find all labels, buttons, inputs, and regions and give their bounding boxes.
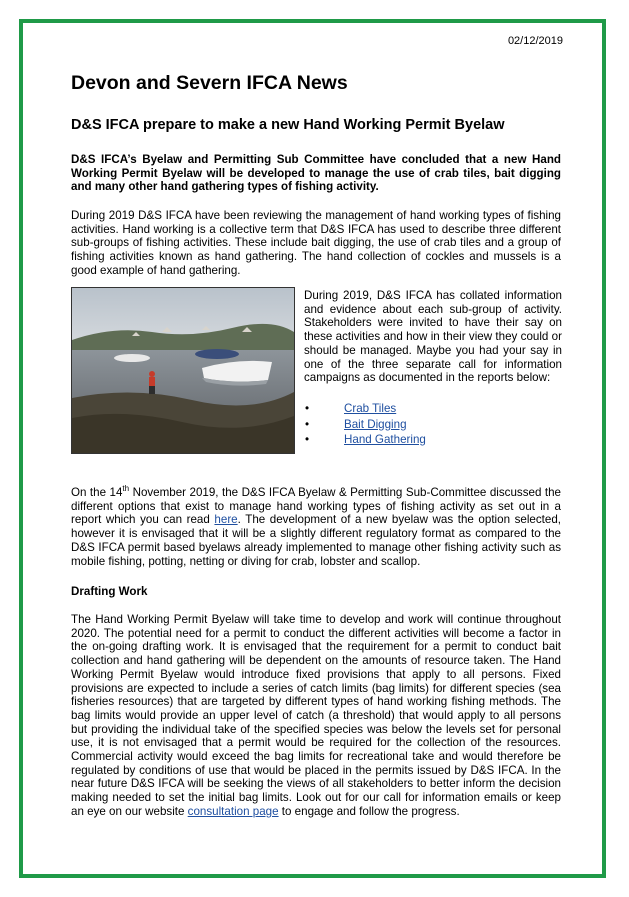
section-heading: Drafting Work xyxy=(71,585,148,598)
list-item xyxy=(305,417,426,433)
article-headline: D&S IFCA prepare to make a new Hand Working Permit Byelaw xyxy=(71,117,505,133)
report-here-link[interactable]: here xyxy=(214,513,238,527)
date: 02/12/2019 xyxy=(507,35,563,47)
shore-photo xyxy=(71,287,295,454)
ordinal-suffix: th xyxy=(122,484,130,494)
committee-text-start: On the 14 xyxy=(71,486,123,499)
bait-digging-link[interactable]: Bait Digging xyxy=(344,417,407,431)
committee-paragraph xyxy=(71,486,561,568)
report-links xyxy=(305,401,426,448)
committee-text-end: . The development of a new byelaw was the option selected, however it is envisaged that it will be a slightly different regulatory format as compared to the D&S IFCA permit based byelaws already implemented to manage other fishing activity such as mobile fishing, potting, netting or diving for crab, lobster and scallop. xyxy=(71,513,562,568)
intro-paragraph: During 2019 D&S IFCA have been reviewing the management of hand working types of fishing activities. Hand working is a collective term that D&S IFCA has used to describe three different sub-groups of fishing activities. These include bait digging, the use of crab tiles and a group of fishing activities known as hand gathering. The hand collection of cockles and mussels is a good example of hand gathering. xyxy=(71,209,561,277)
crab-tiles-link[interactable]: Crab Tiles xyxy=(344,402,397,415)
list-item xyxy=(305,432,426,448)
list-item xyxy=(305,401,426,417)
newsletter-title: Devon and Severn IFCA News xyxy=(71,72,348,94)
committee-text-middle: November 2019, the D&S IFCA Byelaw & Permitting Sub-Committee discussed the different options that exist to manage hand working types of fishing activity as set out in a report which you can read xyxy=(71,486,561,527)
drafting-text-start: The Hand Working Permit Byelaw will take time to develop and work will continue throughout 2020. The potential need for a permit to conduct the different activities will become a factor in the on-going drafting work. It is envisaged that the requirement for a permit to conduct bait collection and hand gathering will be dependent on the amounts of resource taken. The Hand Working Permit Byelaw would introduce fixed provisions that apply to all persons. Fixed provisions are expected to include a series of catch limits (bag limits) for different species (sea fisheries resources) that are targeted by different types of hand working fishing methods. The bag limits would provide an upper level of catch (a threshold) that would apply to all persons but providing the individual take of the specified species was below the levels set for personal use, it is not envisaged that a permit would be required for the collection of the resources. Commercial activity would exceed the bag limits for recreational take and would therefore be regulated by conditions of use that would be placed in the permits issued by D&S IFCA. In the near future D&S IFCA will be seeking the views of all stakeholders to better inform the decision making needed to set the initial bag limits. Look out for our call for information emails or keep an eye on our website xyxy=(71,613,561,818)
hand-gathering-link[interactable]: Hand Gathering xyxy=(344,433,426,446)
lead-paragraph: D&S IFCA’s Byelaw and Permitting Sub Committee have concluded that a new Hand Working Permit Byelaw will be developed to manage the use of crab tiles, bait digging and many other hand gathering types of fishing activity. xyxy=(71,153,561,194)
consultation-page-link[interactable]: consultation page xyxy=(187,804,279,818)
drafting-text-end: to engage and follow the progress. xyxy=(278,804,460,818)
sidebar-paragraph: During 2019, D&S IFCA has collated information and evidence about each sub-group of activity. Stakeholders were invited to have their say on these activities and how in their view they could or should be managed. Maybe you had your say in one of the three separate call for information campaigns as documented in the reports below: xyxy=(304,289,562,385)
drafting-paragraph xyxy=(71,613,561,819)
